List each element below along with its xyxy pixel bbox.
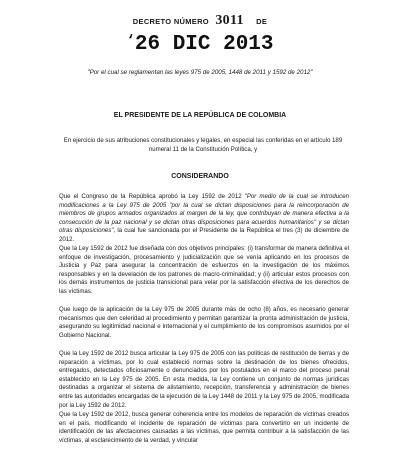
paragraph-1-start: Que el Congreso de la República aprobó la Ley 1592 de 2012 bbox=[59, 193, 245, 200]
paragraph-1-quoted-title: "Por medio de la cual se introducen modificaciones a la Ley 975 de 2005 "por la cual se dictan disposiciones para la reincorporación de miembros de grupos armados organizados al margen de la ley, que contribuyan de manera efectiva a la consecución de la paz nacional y se dictan otras disposiciones para acuerdos humanitarios" y se dictan otras disposiciones" bbox=[59, 193, 349, 235]
considerando-heading: CONSIDERANDO bbox=[171, 173, 229, 180]
decree-number: 3011 bbox=[215, 13, 244, 28]
date-stamp bbox=[0, 33, 400, 56]
decree-header bbox=[0, 13, 400, 29]
decree-label: DECRETO NÚMERO bbox=[132, 17, 209, 26]
date-stamp-text: 26 DIC 2013 bbox=[134, 33, 274, 56]
president-heading: EL PRESIDENTE DE LA REPÚBLICA DE COLOMBIA bbox=[113, 112, 287, 119]
decree-de-label: DE bbox=[256, 17, 268, 26]
paragraph-3: Que luego de la aplicación de la Ley 975 de 2005 durante más de ocho (8) años, es necesario generar mecanismos que den celeridad al procedimiento y permitan garantizar la pronta administración de justicia, asegurando su legitimidad nacional e internacional y el cumplimiento de los compromisos asumidos por el Gobierno Nacional. bbox=[59, 306, 349, 339]
paragraph-1-end: , la cual fue sancionada por el Presidente de la República el tres (3) de diciembre de 2012. bbox=[59, 227, 349, 243]
intro-paragraph: En ejercicio de sus atribuciones constitucionales y legales, en especial las conferidas en el artículo 189 numeral 11 de la Constitución Política, y bbox=[63, 137, 343, 153]
paragraph-4: Que la Ley 1592 de 2012 busca articular la Ley 975 de 2005 con las políticas de restitución de tierras y de reparación a víctimas, por lo cual estableció normas sobre la destinación de los bienes ofrecidos, entregados, detectados oficiosamente o denunciados por los postulados en el marco del proceso penal establecido en la Ley 975 de 2005. En esta medida, la Ley contiene un conjunto de normas jurídicas destinadas a organizar el sistema de alistamiento, recepción, transferencia y administración de bienes entre las autoridades encargadas de la ejecución de la Ley 1448 de 2011 y la Ley 975 de 2005, modificada por la Ley 1592 de 2012. bbox=[59, 350, 349, 409]
decree-subtitle: "Por el cual se reglamentan las leyes 975 de 2005, 1448 de 2011 y 1592 de 2012" bbox=[87, 69, 313, 76]
stamp-tick-mark: ‘ bbox=[126, 33, 135, 49]
paragraph-1 bbox=[59, 193, 349, 245]
paragraph-2: Que la Ley 1592 de 2012 fue diseñada con dos objetivos principales: (i) transformar de manera definitiva el enfoque de investigación, procesamiento y judicialización que se venía aplicando en los procesos de Justicia y Paz para asegurar la concentración de esfuerzos en la investigación de los máximos responsables y en la develación de los patrones de macro-criminalidad; y (ii) articular estos procesos con los demás instrumentos de justicia transicional para velar por la satisfacción efectiva de los derechos de las víctimas. bbox=[59, 245, 349, 295]
paragraph-5: Que la Ley 1592 de 2012, busca generar coherencia entre los modelos de reparación de víctimas creados en el país, modificando el incidente de reparación de víctimas para convertirlo en un incidente de identificación de las afectaciones causadas a las víctimas, que permita contribuir a la satisfacción de las víctimas, al esclarecimiento de la verdad, y vincular bbox=[59, 411, 349, 444]
